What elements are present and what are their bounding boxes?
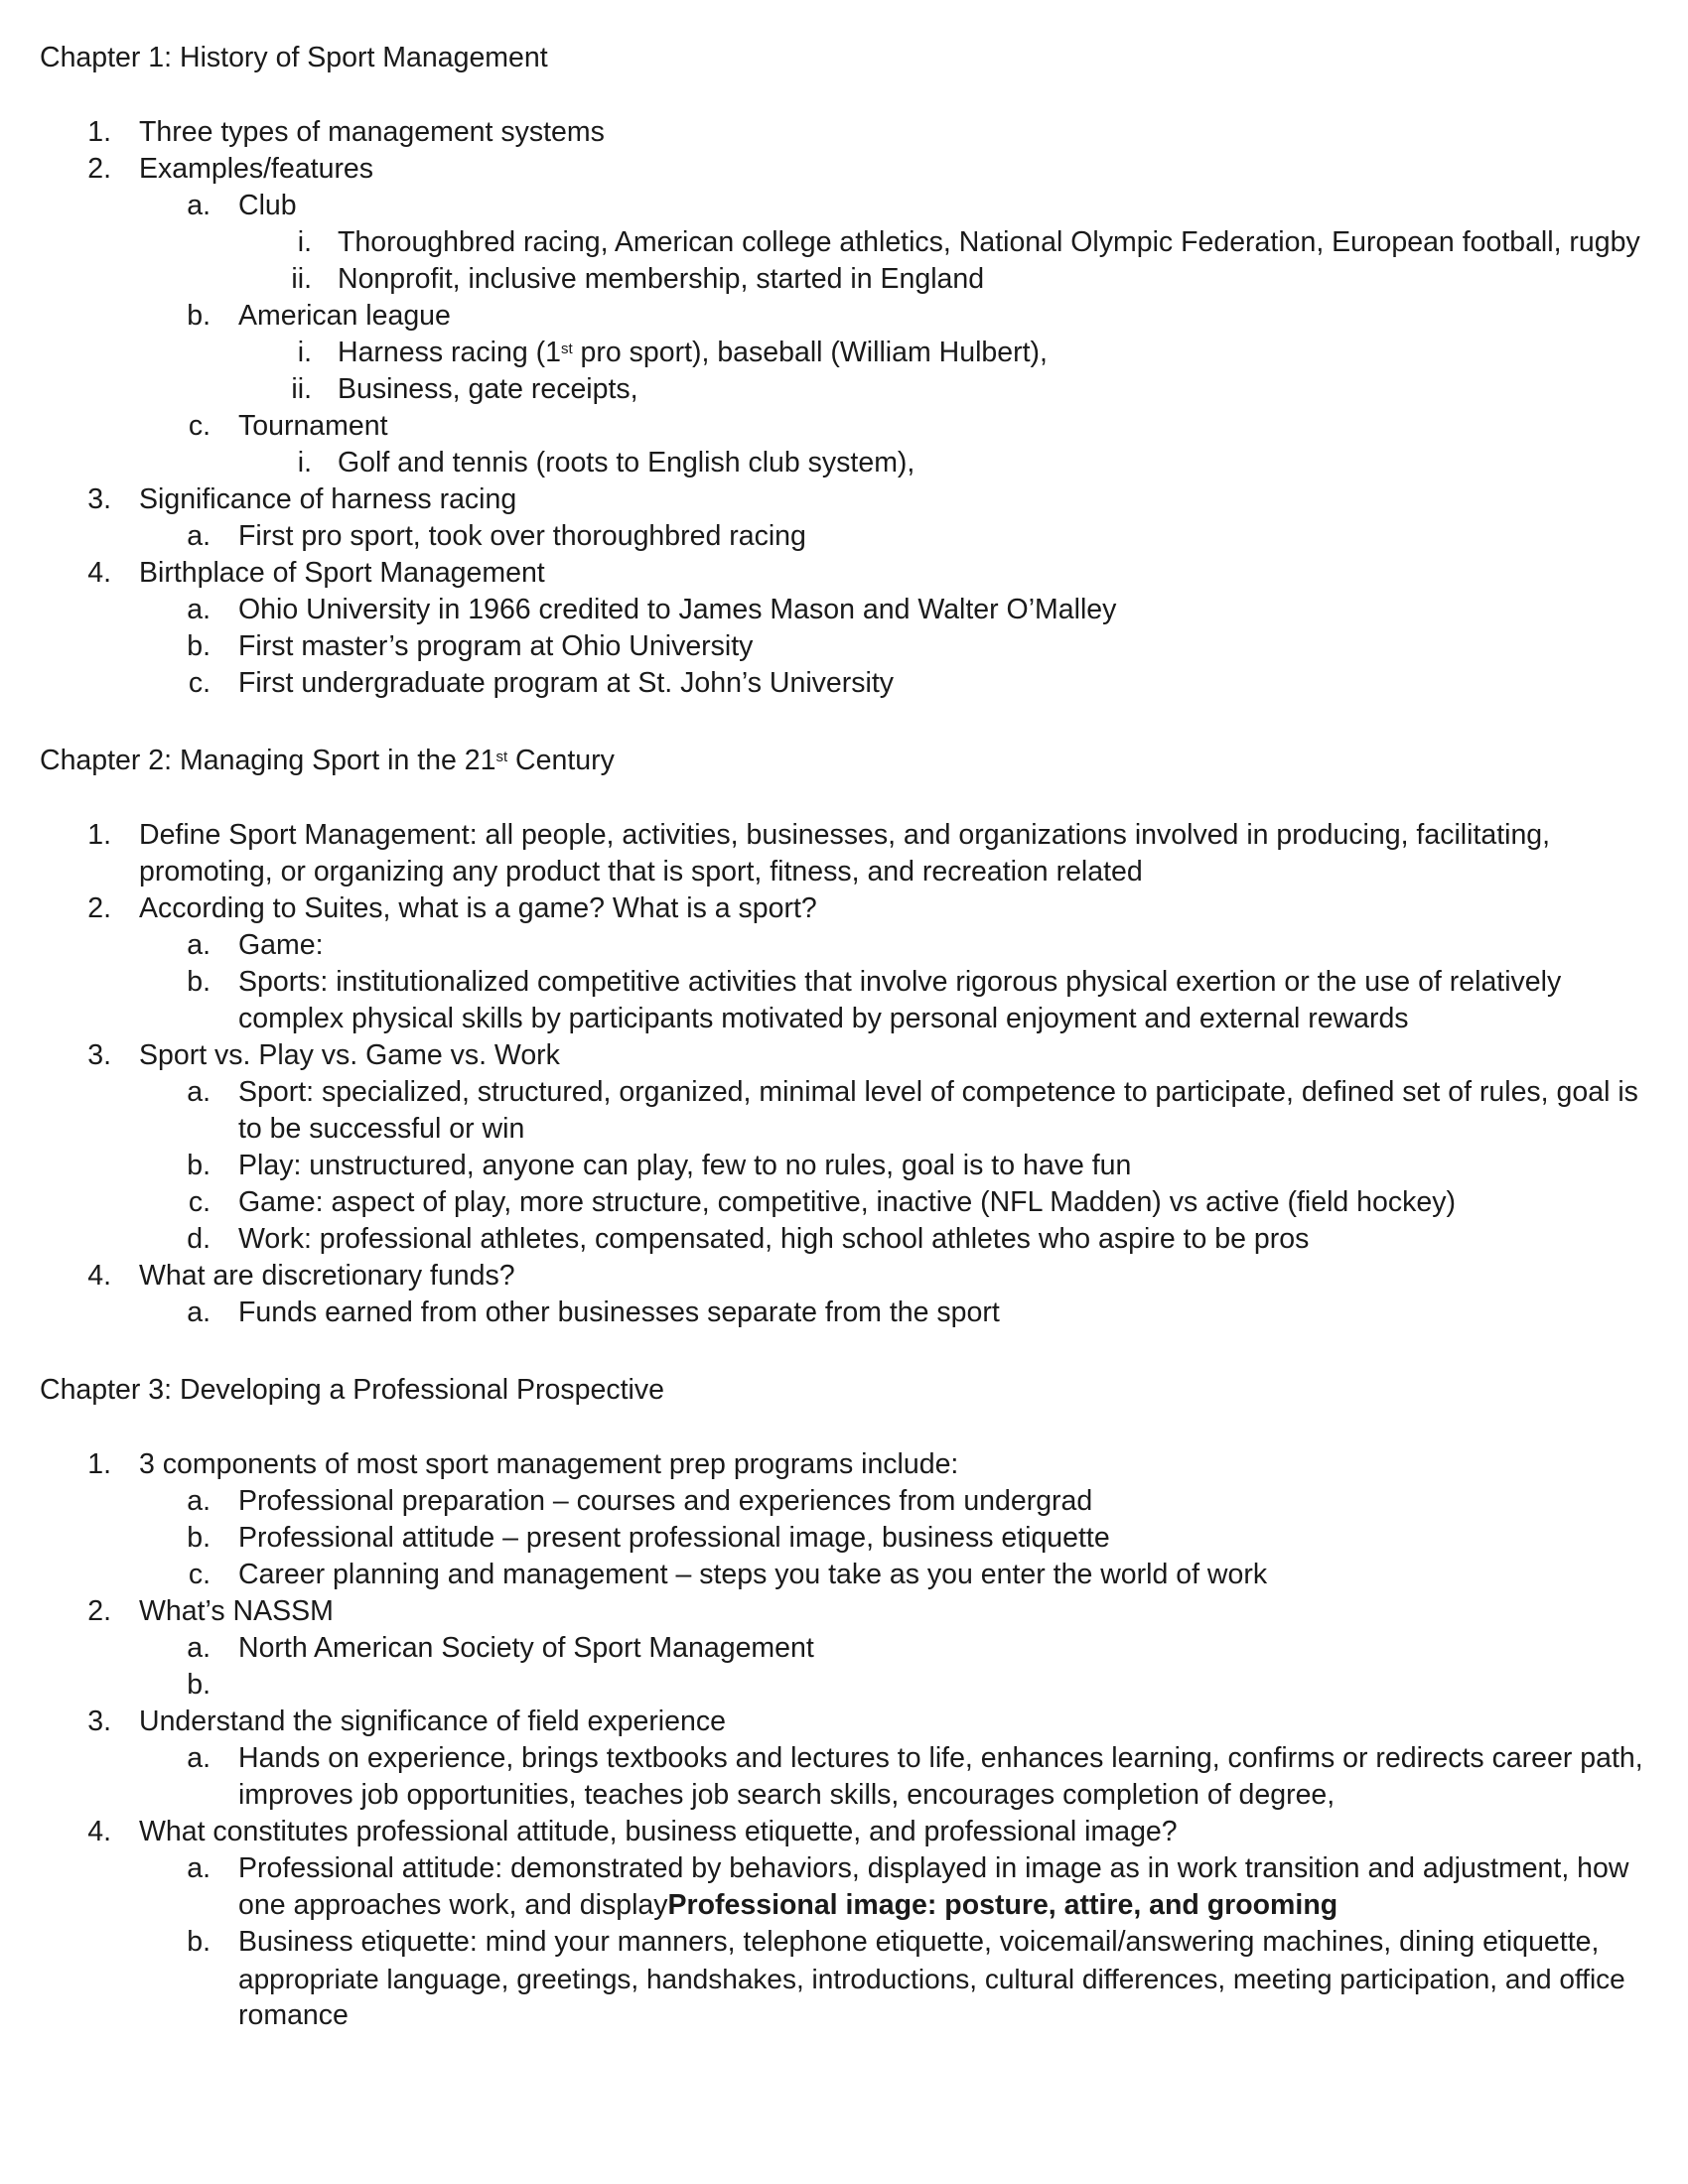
item-text: Sport vs. Play vs. Game vs. Work: [139, 1039, 560, 1071]
item-text: Career planning and management – steps you take as you enter the world of work: [238, 1559, 1268, 1590]
item-text: What’s NASSM: [139, 1595, 334, 1627]
heading-text: Chapter 1: History of Sport Management: [40, 42, 548, 73]
list-item-continuation: romance: [238, 1999, 349, 2031]
item-letter: a.: [187, 1076, 211, 1108]
item-letter: a.: [187, 1485, 211, 1517]
item-roman: ii.: [291, 263, 312, 295]
item-letter: a.: [187, 929, 211, 961]
item-letter: a.: [187, 190, 211, 221]
item-number: 4.: [87, 557, 111, 589]
item-letter: b.: [187, 630, 211, 662]
item-text: Sports: institutionalized competitive activities that involve rigorous physical exertion or the use of relatively: [238, 966, 1562, 998]
item-text: Business, gate receipts,: [338, 373, 638, 405]
item-text: American league: [238, 300, 451, 332]
item-text: Business etiquette: mind your manners, telephone etiquette, voicemail/answering machines, dining etiquette,: [238, 1926, 1600, 1958]
text-part: one approaches work, and display: [238, 1889, 668, 1921]
item-text: Professional attitude: demonstrated by behaviors, displayed in image as in work transition and adjustment, how: [238, 1852, 1629, 1884]
item-text: Professional preparation – courses and experiences from undergrad: [238, 1485, 1093, 1517]
item-letter: a.: [187, 1852, 211, 1884]
item-text: Professional attitude – present professional image, business etiquette: [238, 1522, 1110, 1554]
list-item-continuation: improves job opportunities, teaches job search skills, encourages completion of degree,: [238, 1779, 1336, 1811]
item-letter: d.: [187, 1223, 211, 1255]
item-letter: b.: [187, 1669, 211, 1701]
item-letter: b.: [187, 1150, 211, 1181]
superscript: st: [495, 749, 508, 765]
list-item-continuation: complex physical skills by participants motivated by personal enjoyment and external rewards: [238, 1003, 1409, 1034]
item-letter: a.: [187, 1742, 211, 1774]
item-letter: a.: [187, 1297, 211, 1328]
item-roman: i.: [297, 447, 312, 478]
item-roman: ii.: [291, 373, 312, 405]
superscript: st: [560, 341, 573, 357]
item-text: Game:: [238, 929, 324, 961]
text-part: Harness racing (1: [338, 337, 561, 368]
item-number: 3.: [87, 483, 111, 515]
item-text: First pro sport, took over thoroughbred racing: [238, 520, 806, 552]
item-number: 3.: [87, 1039, 111, 1071]
list-item-continuation: appropriate language, greetings, handshakes, introductions, cultural differences, meeting participation, and office: [238, 1964, 1625, 1994]
item-text: Define Sport Management: all people, activities, businesses, and organizations involved in producing, facilitating,: [139, 819, 1551, 851]
item-number: 2.: [87, 1595, 111, 1627]
item-letter: c.: [188, 1559, 211, 1590]
item-roman: i.: [297, 226, 312, 258]
item-number: 4.: [87, 1816, 111, 1847]
item-letter: c.: [188, 1186, 211, 1218]
item-letter: b.: [187, 1522, 211, 1554]
item-letter: c.: [188, 410, 211, 442]
item-text: Birthplace of Sport Management: [139, 557, 545, 589]
item-roman: i.: [297, 337, 312, 368]
item-number: 3.: [87, 1706, 111, 1737]
heading-text: Chapter 3: Developing a Professional Prospective: [40, 1374, 664, 1406]
item-text: Funds earned from other businesses separate from the sport: [238, 1297, 1000, 1328]
chapter-2-heading: [40, 743, 615, 779]
chapter-1-heading: [40, 40, 548, 76]
item-text: Club: [238, 190, 297, 221]
text-part: pro sport), baseball (William Hulbert),: [572, 337, 1048, 368]
item-text: What constitutes professional attitude, business etiquette, and professional image?: [139, 1816, 1178, 1847]
item-text: Tournament: [238, 410, 388, 442]
item-text: Three types of management systems: [139, 116, 605, 148]
chapter-3-heading: [40, 1372, 664, 1409]
item-text: 3 components of most sport management prep programs include:: [139, 1448, 959, 1480]
item-letter: b.: [187, 300, 211, 332]
item-number: 2.: [87, 892, 111, 924]
item-text: Work: professional athletes, compensated, high school athletes who aspire to be pros: [238, 1223, 1310, 1255]
item-text: Understand the significance of field experience: [139, 1706, 726, 1737]
item-number: 1.: [87, 1448, 111, 1480]
item-text: Significance of harness racing: [139, 483, 517, 515]
item-text: Nonprofit, inclusive membership, started in England: [338, 263, 985, 295]
heading-text: Century: [507, 745, 615, 776]
item-letter: c.: [188, 667, 211, 699]
item-text: What are discretionary funds?: [139, 1260, 515, 1292]
item-letter: b.: [187, 1926, 211, 1958]
list-item-continuation: [238, 1887, 1337, 1924]
heading-text: Chapter 2: Managing Sport in the 21: [40, 745, 496, 776]
item-number: 4.: [87, 1260, 111, 1292]
item-text: Hands on experience, brings textbooks and lectures to life, enhances learning, confirms or redirects career path,: [238, 1742, 1643, 1774]
item-text: Golf and tennis (roots to English club system),: [338, 447, 915, 478]
item-number: 2.: [87, 153, 111, 185]
item-number: 1.: [87, 116, 111, 148]
item-text: [338, 335, 1048, 371]
item-text: First undergraduate program at St. John’s University: [238, 667, 895, 699]
item-text: Sport: specialized, structured, organized, minimal level of competence to participate, defined set of rules, goal is: [238, 1076, 1638, 1108]
item-text: Thoroughbred racing, American college athletics, National Olympic Federation, European football, rugby: [338, 226, 1640, 258]
item-letter: b.: [187, 966, 211, 998]
item-letter: a.: [187, 520, 211, 552]
item-text: Examples/features: [139, 153, 374, 185]
item-text: Play: unstructured, anyone can play, few to no rules, goal is to have fun: [238, 1150, 1132, 1181]
item-text: According to Suites, what is a game? What is a sport?: [139, 892, 817, 924]
item-letter: a.: [187, 594, 211, 625]
item-letter: a.: [187, 1632, 211, 1664]
item-text: First master’s program at Ohio University: [238, 630, 754, 662]
item-text: North American Society of Sport Management: [238, 1632, 814, 1664]
list-item-continuation: to be successful or win: [238, 1113, 525, 1145]
item-number: 1.: [87, 819, 111, 851]
item-text: Game: aspect of play, more structure, competitive, inactive (NFL Madden) vs active (field hockey): [238, 1186, 1456, 1218]
list-item-continuation: promoting, or organizing any product that is sport, fitness, and recreation related: [139, 856, 1143, 887]
item-text: Ohio University in 1966 credited to James Mason and Walter O’Malley: [238, 594, 1117, 625]
bold-text: Professional image: posture, attire, and grooming: [667, 1889, 1338, 1921]
